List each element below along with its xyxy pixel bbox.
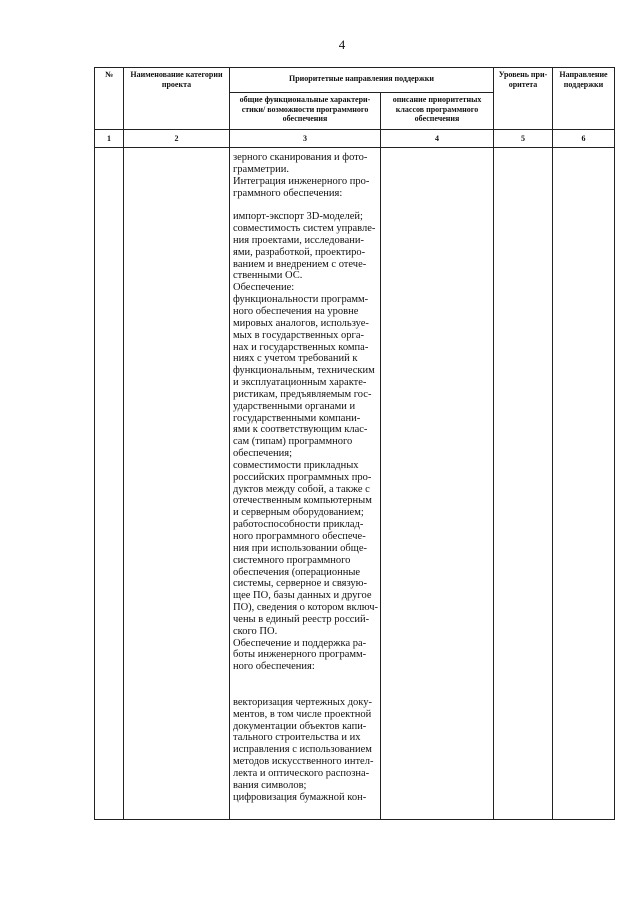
- text-line: граммного обеспечения:: [233, 187, 343, 199]
- column-number-6: 6: [553, 130, 615, 148]
- text-line: векторизация чертежных доку-: [233, 696, 372, 708]
- text-line: боты инженерного программ-: [233, 649, 367, 661]
- text-line: государственными компани-: [233, 412, 361, 424]
- text-gap: [233, 685, 378, 697]
- header-priority-level: Уровень при-оритета: [494, 68, 553, 130]
- text-line: Интеграция инженерного про-: [233, 175, 370, 187]
- header-support-direction: Направление поддержки: [553, 68, 615, 130]
- header-priority-directions: Приоритетные направления поддержки: [230, 68, 494, 93]
- text-line: тального строительства и их: [233, 732, 361, 744]
- text-line: ния проектами, исследовани-: [233, 234, 364, 246]
- text-line: ями, разработкой, проектиро-: [233, 246, 366, 258]
- text-line: мировых аналогов, используе-: [233, 317, 369, 329]
- column-number-4: 4: [381, 130, 494, 148]
- text-line: цифровизация бумажной кон-: [233, 791, 367, 803]
- content-category-cell: [124, 148, 230, 820]
- text-line: функциональности программ-: [233, 294, 369, 306]
- text-line: сам (типам) программного: [233, 436, 353, 448]
- content-support-cell: [553, 148, 615, 820]
- content-characteristics-cell: [230, 148, 381, 820]
- text-line: ственными ОС.: [233, 270, 303, 282]
- text-line: документации объектов капи-: [233, 720, 367, 732]
- text-line: чены в единый реестр россий-: [233, 613, 370, 625]
- column-number-1: 1: [95, 130, 124, 148]
- text-line: ного программного обеспече-: [233, 531, 366, 542]
- text-line: совместимости прикладных: [233, 459, 359, 471]
- text-gap: [233, 199, 378, 211]
- header-number: №: [95, 68, 124, 130]
- text-line: щее ПО, базы данных и другое: [233, 590, 372, 602]
- text-gap: [233, 673, 378, 685]
- text-line: ского ПО.: [233, 625, 278, 637]
- text-line: ванием и внедрением с отече-: [233, 258, 367, 270]
- column-number-2: 2: [124, 130, 230, 148]
- column-numbers-row: [95, 130, 615, 148]
- text-line: лекта и оптического распозна-: [233, 767, 370, 779]
- text-line: нах и государственных компа-: [233, 341, 369, 353]
- content-classes-cell: [381, 148, 494, 820]
- text-line: обеспечения (операционные: [233, 566, 361, 578]
- text-line: импорт-экспорт 3D-моделей;: [233, 211, 363, 223]
- text-line: грамметрии.: [233, 163, 289, 175]
- text-line: обеспечения;: [233, 448, 292, 460]
- text-line: ного обеспечения:: [233, 661, 315, 673]
- text-line: ями к соответствующим клас-: [233, 424, 368, 436]
- text-line: вания символов;: [233, 779, 307, 791]
- text-line: и эксплуатационным характе-: [233, 377, 367, 389]
- text-line: Обеспечение:: [233, 282, 295, 294]
- text-line: мых в государственных орга-: [233, 329, 365, 341]
- header-software-classes: описание приоритетных классов программного обеспечения: [381, 93, 494, 130]
- text-line: дуктов между собой, а также с: [233, 483, 370, 495]
- text-line: российских программных про-: [233, 471, 372, 483]
- header-project-category: Наименование категории проекта: [124, 68, 230, 130]
- text-line: и серверным оборудованием;: [233, 507, 364, 519]
- text-line: системного программного: [233, 554, 351, 566]
- header-general-characteristics: общие функциональные характери-стики/ возможности программного обеспечения: [230, 93, 381, 130]
- text-line: ниях с учетом требований к: [233, 353, 358, 365]
- text-line: исправления с использованием: [233, 744, 372, 756]
- content-row: [95, 148, 615, 820]
- header-row-top: [95, 68, 615, 93]
- column-number-5: 5: [494, 130, 553, 148]
- text-line: совместимость систем управле-: [233, 223, 376, 235]
- text-line: ударственными органами и: [233, 400, 356, 412]
- text-line: функциональным, техническим: [233, 365, 375, 377]
- content-priority-cell: [494, 148, 553, 820]
- content-number-cell: [95, 148, 124, 820]
- text-line: зерного сканирования и фото-: [233, 152, 368, 163]
- page-number: 4: [338, 37, 346, 52]
- text-line: ного обеспечения на уровне: [233, 305, 359, 317]
- column-number-3: 3: [230, 130, 381, 148]
- text-line: работоспособности приклад-: [233, 519, 364, 531]
- text-line: Обеспечение и поддержка ра-: [233, 637, 367, 649]
- support-directions-table: [94, 67, 615, 820]
- text-line: отечественным компьютерным: [233, 495, 372, 507]
- text-line: методов искусственного интел-: [233, 756, 374, 768]
- text-line: ПО), сведения о котором включ-: [233, 602, 379, 614]
- text-line: ментов, в том числе проектной: [233, 708, 372, 720]
- text-line: ристикам, предъявляемым гос-: [233, 388, 372, 400]
- text-line: системы, серверное и связую-: [233, 578, 367, 590]
- text-line: ния при использовании обще-: [233, 542, 367, 554]
